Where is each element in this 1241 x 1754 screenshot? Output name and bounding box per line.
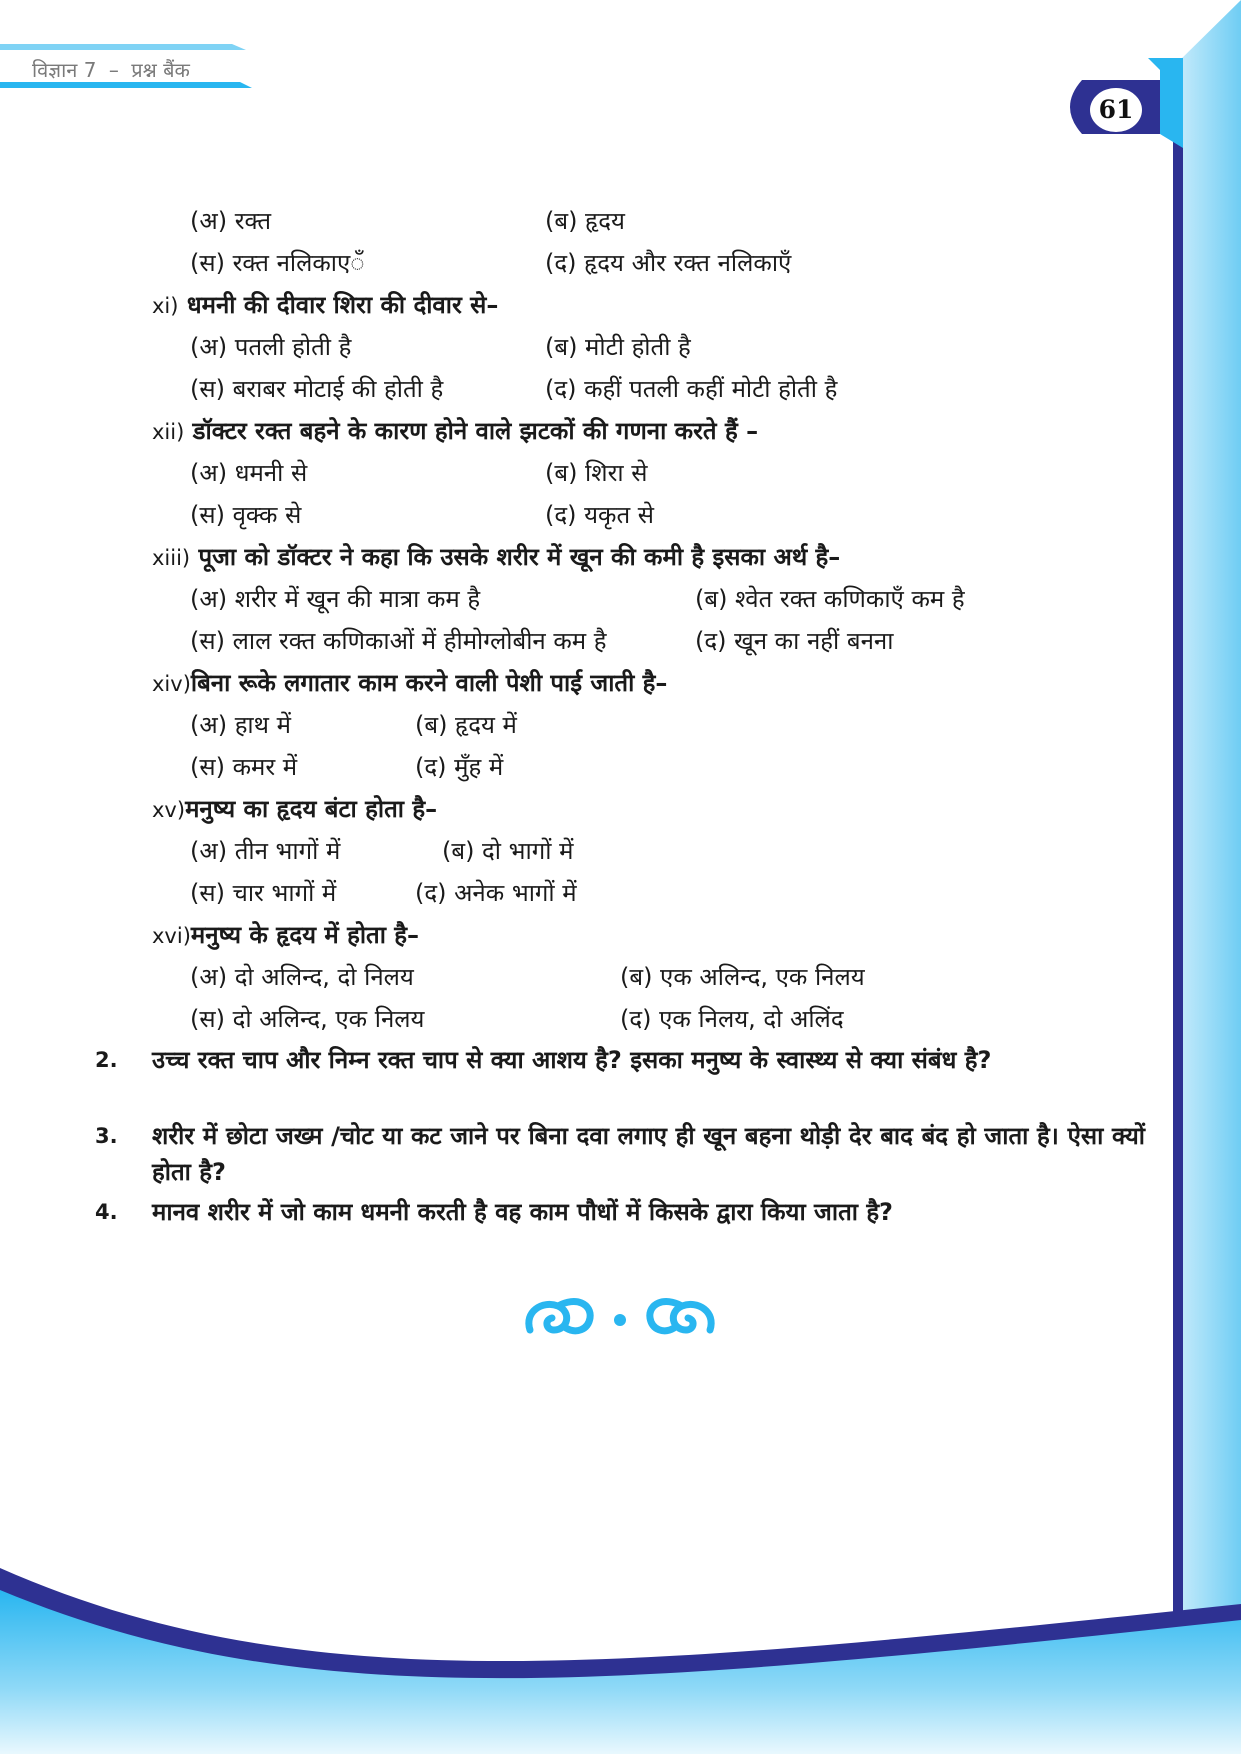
option: (द) हृदय और रक्त नलिकाएँ (545, 249, 792, 277)
question-number: xvi) (152, 924, 191, 948)
option: (ब) हृदय में (415, 711, 517, 739)
option: (अ) शरीर में खून की मात्रा कम है (190, 585, 481, 613)
option: (स) लाल रक्त कणिकाओं में हीमोग्लोबीन कम है (190, 627, 607, 655)
question-number: xiii) (152, 546, 191, 570)
question-number: xii) (152, 420, 185, 444)
question (152, 540, 840, 573)
long-question-text: मानव शरीर में जो काम धमनी करती है वह काम पौधों में किसके द्वारा किया जाता है? (152, 1198, 893, 1226)
option: (स) रक्त नलिकाएॅं (190, 249, 365, 277)
question-text: पूजा को डॉक्टर ने कहा कि उसके शरीर में खून की कमी है इसका अर्थ है– (198, 543, 841, 571)
question (152, 792, 437, 825)
question-number: xiv) (152, 672, 191, 696)
option: (द) कहीं पतली कहीं मोटी होती है (545, 375, 838, 403)
header-separator: – (108, 58, 119, 82)
option: (द) खून का नहीं बनना (695, 627, 894, 655)
question-text: मनुष्य का हृदय बंटा होता है– (185, 795, 438, 823)
question (152, 918, 419, 951)
long-question-text: उच्च रक्त चाप और निम्न रक्त चाप से क्या आशय है? इसका मनुष्य के स्वास्थ्य से क्या संबंध है? (152, 1046, 992, 1074)
option: (द) यकृत से (545, 501, 654, 529)
header-book: विज्ञान (32, 58, 78, 82)
header-class: 7 (83, 58, 97, 82)
side-panel (1176, 0, 1241, 1754)
option: (स) कमर में (190, 753, 298, 781)
option: (द) एक निलय, दो अलिंद (620, 1005, 844, 1033)
option: (ब) एक अलिन्द, एक निलय (620, 963, 865, 991)
question-text: मनुष्य के हृदय में होता है– (190, 921, 420, 949)
question-number: xi) (152, 294, 179, 318)
option: (अ) दो अलिन्द, दो निलय (190, 963, 414, 991)
long-question-text: शरीर में छोटा जख्म /चोट या कट जाने पर बिना दवा लगाए ही खून बहना थोड़ी देर बाद बंद हो जाता है। ऐसा क्यों होता है? (152, 1122, 1145, 1186)
option: (ब) मोटी होती है (545, 333, 691, 361)
option: (अ) रक्त (190, 207, 272, 235)
long-question-number: 4. (95, 1200, 118, 1224)
option: (स) दो अलिन्द, एक निलय (190, 1005, 425, 1033)
option: (ब) श्वेत रक्त कणिकाऍं कम है (695, 585, 965, 613)
question (152, 288, 498, 321)
option: (अ) पतली होती है (190, 333, 352, 361)
question-text: डॉक्टर रक्त बहने के कारण होने वाले झटकों की गणना करते हैं – (192, 417, 759, 445)
question (152, 666, 667, 699)
question-text: बिना रूके लगातार काम करने वाली पेशी पाई जाती है– (190, 669, 668, 697)
question (152, 414, 758, 447)
question-text: धमनी की दीवार शिरा की दीवार से– (186, 291, 499, 319)
option: (स) चार भागों में (190, 879, 337, 907)
chapter-end-ornament (520, 1292, 720, 1342)
option: (अ) तीन भागों में (190, 837, 341, 865)
header-stripe-top (0, 44, 246, 50)
long-question-number: 2. (95, 1048, 118, 1072)
question-number: xv) (152, 798, 186, 822)
option: (द) मुँह में (415, 753, 504, 781)
option: (ब) दो भागों में (442, 837, 574, 865)
page-number: 61 (1090, 88, 1142, 132)
option: (अ) हाथ में (190, 711, 291, 739)
option: (अ) धमनी से (190, 459, 308, 487)
option: (ब) हृदय (545, 207, 625, 235)
running-header (32, 56, 190, 83)
option: (ब) शिरा से (545, 459, 648, 487)
option: (स) वृक्क से (190, 501, 302, 529)
option: (द) अनेक भागों में (415, 879, 577, 907)
long-question-number: 3. (95, 1124, 118, 1148)
side-bar-dark (1173, 58, 1183, 1618)
header-subtitle: प्रश्न बैंक (131, 58, 190, 82)
option: (स) बराबर मोटाई की होती है (190, 375, 444, 403)
